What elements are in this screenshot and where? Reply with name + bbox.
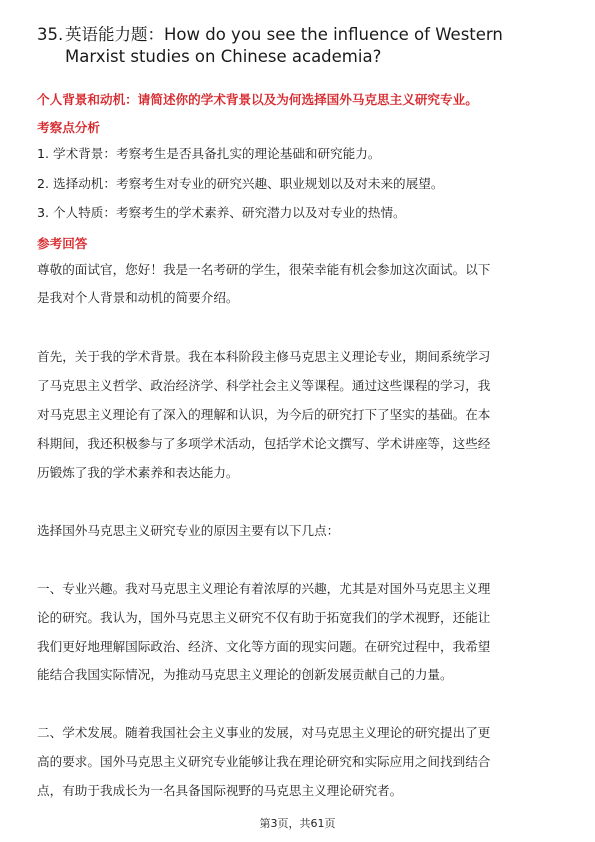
answer-heading: 参考回答: [37, 236, 88, 251]
answer-line: 了马克思主义哲学、政治经济学、科学社会主义等课程。通过这些课程的学习，我: [37, 378, 491, 393]
analysis-heading: 考察点分析: [37, 120, 100, 135]
answer-line: 对马克思主义理论有了深入的理解和认识，为今后的研究打下了坚实的基础。在本: [37, 407, 491, 422]
answer-line: 是我对个人背景和动机的简要介绍。: [37, 290, 239, 305]
prompt-line: 个人背景和动机：请简述你的学术背景以及为何选择国外马克思主义研究专业。: [37, 92, 478, 107]
analysis-item: 3. 个人特质：考察考生的学术素养、研究潜力以及对专业的热情。: [37, 205, 406, 220]
question-number: 35.: [37, 25, 64, 44]
answer-line: 首先，关于我的学术背景。我在本科阶段主修马克思主义理论专业，期间系统学习: [37, 349, 491, 364]
answer-line: 点，有助于我成长为一名具备国际视野的马克思主义理论研究者。: [37, 783, 403, 798]
answer-line: 一、专业兴趣。我对马克思主义理论有着浓厚的兴趣，尤其是对国外马克思主义理: [37, 581, 491, 596]
answer-line: 科期间，我还积极参与了多项学术活动，包括学术论文撰写、学术讲座等，这些经: [37, 436, 491, 451]
answer-line: 二、学术发展。随着我国社会主义事业的发展，对马克思主义理论的研究提出了更: [37, 725, 491, 740]
answer-line: 尊敬的面试官，您好！我是一名考研的学生，很荣幸能有机会参加这次面试。以下: [37, 262, 491, 277]
answer-line: 论的研究。我认为，国外马克思主义研究不仅有助于拓宽我们的学术视野，还能让: [37, 610, 491, 625]
question-title: 英语能力题：How do you see the influence of Western Marxist studies on Chinese academia?: [65, 25, 503, 66]
answer-line: 能结合我国实际情况，为推动马克思主义理论的创新发展贡献自己的力量。: [37, 667, 453, 682]
answer-line: 选择国外马克思主义研究专业的原因主要有以下几点：: [37, 523, 340, 538]
answer-line: 我们更好地理解国际政治、经济、文化等方面的现实问题。在研究过程中，我希望: [37, 639, 491, 654]
page-number: 第3页，共61页: [259, 817, 336, 830]
answer-line: 高的要求。国外马克思主义研究专业能够让我在理论研究和实际应用之间找到结合: [37, 754, 491, 769]
answer-line: 历锻炼了我的学术素养和表达能力。: [37, 465, 239, 480]
analysis-item: 2. 选择动机：考察考生对专业的研究兴趣、职业规划以及对未来的展望。: [37, 176, 444, 191]
analysis-item: 1. 学术背景：考察考生是否具备扎实的理论基础和研究能力。: [37, 146, 381, 161]
